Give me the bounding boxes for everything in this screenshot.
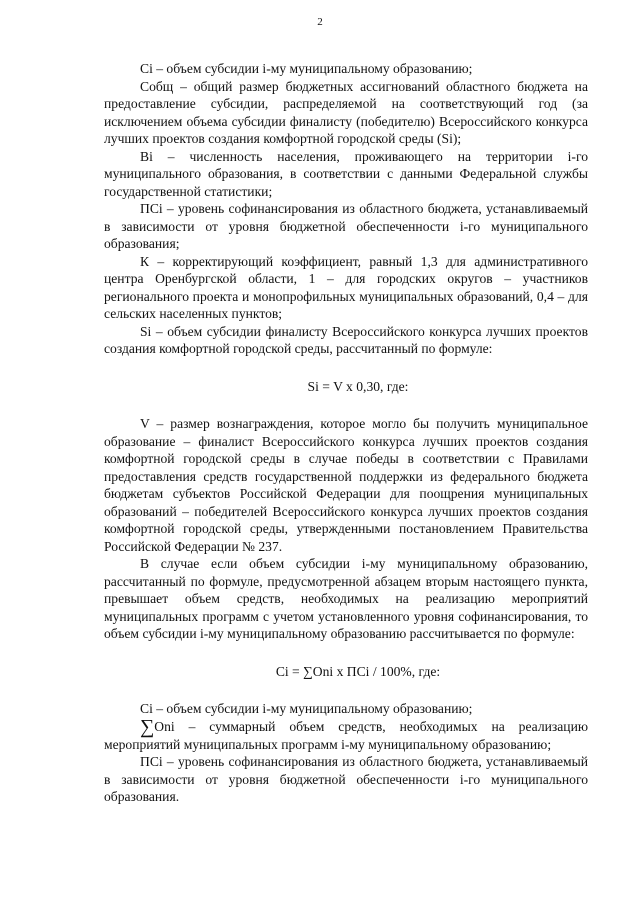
definition-sobsch: Собщ – общий размер бюджетных ассигнований областного бюджета на предоставление субсидии, распределяемой на соответствующий год (за исключением объема субсидии финалисту (победителю) Всероссийского конкурса лучших проектов создания комфортной городской среды (Si);: [104, 78, 588, 146]
condition-paragraph: В случае если объем субсидии i-му муниципальному образованию, рассчитанный по формуле, предусмотренной абзацем вторым настоящего пункта, превышает объем средств, необходимых на реализацию мероприятий муниципальных программ с учетом установленного уровня софинансирования, то объем субсидии i-му муниципальному образованию рассчитывается по формуле:: [104, 556, 588, 641]
definition-bi: Вi – численность населения, проживающего на территории i-го муниципального образования, в соответствии с данными Федеральной службы государственной статистики;: [104, 148, 588, 199]
sum-term: Оni: [154, 718, 175, 734]
definition-k: К – корректирующий коэффициент, равный 1,3 для административного центра Оренбургской области, 1 – для городских округов – участников регионального проекта и монопрофильных муниципальных образований, 0,4 – для сельских населенных пунктов;: [104, 253, 588, 321]
definition-psi-repeat: ПСi – уровень софинансирования из областного бюджета, устанавливаемый в зависимости от уровня бюджетной обеспеченности i-го муниципального образования.: [104, 754, 588, 804]
formula-ci: Сi = ∑Оni х ПСi / 100%, где:: [275, 663, 441, 679]
definition-ci: Сi – объем субсидии i-му муниципальному образованию;: [140, 61, 473, 76]
definition-psi: ПСi – уровень софинансирования из областного бюджета, устанавливаемый в зависимости от уровня бюджетной обеспеченности i-го муниципального образования;: [104, 201, 588, 251]
page-number: 2: [317, 16, 323, 28]
sum-definition-text: – суммарный объем средств, необходимых на реализацию мероприятий муниципальных программ i-му муниципальному образованию;: [104, 718, 588, 752]
document-body: [104, 60, 588, 806]
definition-ci-repeat: Сi – объем субсидии i-му муниципальному образованию;: [140, 701, 473, 716]
sum-symbol: ∑: [140, 715, 155, 738]
definition-v: V – размер вознаграждения, которое могло бы получить муниципальное образование – финалист Всероссийского конкурса лучших проектов создания комфортной городской среды в случае победы в соответствии с Правилами предоставления средств государственной поддержки из федерального бюджета бюджетам субъектов Российской Федерации для поощрения муниципальных образований – победителей Всероссийского конкурса лучших проектов создания комфортной городской среды, утвержденными постановлением Правительства Российской Федерации № 237.: [104, 416, 588, 554]
definition-sum-oni: [104, 715, 588, 754]
formula-si: Si = V х 0,30, где:: [307, 378, 409, 394]
definition-si: Si – объем субсидии финалисту Всероссийского конкурса лучших проектов создания комфортной городской среды, рассчитанный по формуле:: [104, 323, 588, 356]
